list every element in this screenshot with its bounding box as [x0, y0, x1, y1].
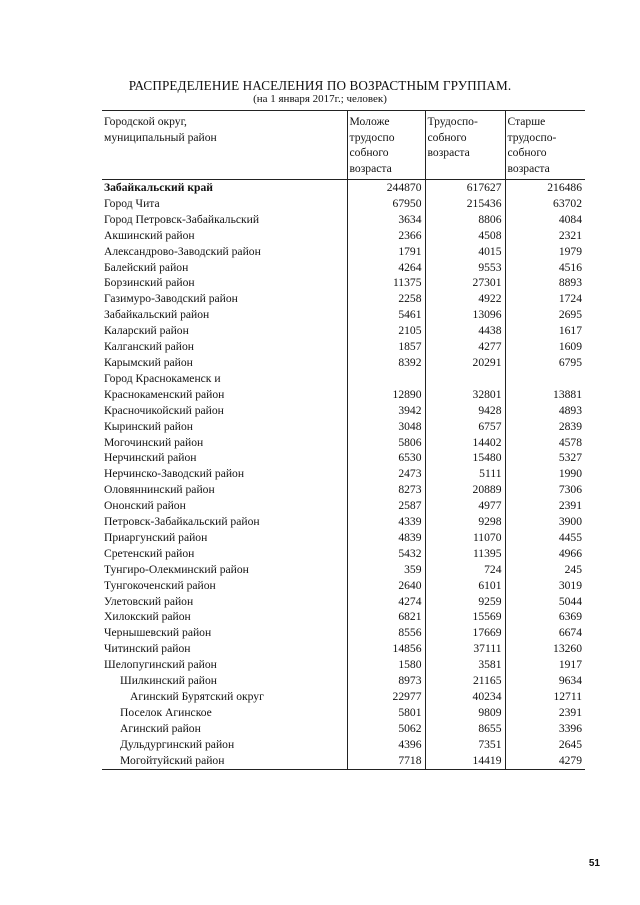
district-name-cell: Агинский Бурятский округ — [130, 690, 264, 703]
working-population-cell — [425, 371, 505, 387]
column-header-line: Моложе — [349, 115, 390, 128]
working-population-cell: 20291 — [425, 355, 505, 371]
young-population-cell: 4264 — [347, 260, 425, 276]
table-row — [102, 196, 585, 212]
table-row — [102, 371, 585, 387]
working-population-cell: 215436 — [425, 196, 505, 212]
table-row — [102, 594, 585, 610]
young-population-cell: 2366 — [347, 228, 425, 244]
table-row — [102, 323, 585, 339]
young-population-cell: 1857 — [347, 339, 425, 355]
table-row — [102, 260, 585, 276]
district-name-cell: Тунгиро-Олекминский район — [104, 562, 249, 576]
working-population-cell: 8806 — [425, 212, 505, 228]
old-population-cell: 3900 — [505, 514, 585, 530]
old-population-cell: 9634 — [505, 673, 585, 689]
district-name-cell: Оловяннинский район — [104, 483, 215, 497]
young-population-cell: 2105 — [347, 323, 425, 339]
working-population-cell: 15569 — [425, 609, 505, 625]
column-header-district — [102, 111, 347, 180]
old-population-cell: 1917 — [505, 657, 585, 673]
table-row — [102, 737, 585, 753]
district-name-cell: Каларский район — [104, 324, 189, 338]
young-population-cell: 5432 — [347, 546, 425, 562]
district-name-cell: Дульдургинский район — [120, 737, 235, 751]
working-population-cell: 4508 — [425, 228, 505, 244]
young-population-cell: 6530 — [347, 450, 425, 466]
old-population-cell: 2391 — [505, 498, 585, 514]
district-name-cell: Газимуро-Заводский район — [104, 292, 238, 306]
young-population-cell: 1791 — [347, 244, 425, 260]
table-row — [102, 562, 585, 578]
working-population-cell: 9428 — [425, 403, 505, 419]
old-population-cell: 1724 — [505, 291, 585, 307]
table-row — [102, 450, 585, 466]
column-header-line: муниципальный район — [104, 130, 217, 144]
working-population-cell: 13096 — [425, 307, 505, 323]
working-population-cell: 9553 — [425, 260, 505, 276]
young-population-cell: 2258 — [347, 291, 425, 307]
table-row — [102, 419, 585, 435]
table-row — [102, 387, 585, 403]
old-population-cell: 4893 — [505, 403, 585, 419]
district-name-cell: Шилкинский район — [120, 674, 217, 688]
table-row — [102, 753, 585, 769]
working-population-cell: 6757 — [425, 419, 505, 435]
district-name-cell: Балейский район — [104, 260, 189, 274]
working-population-cell: 4922 — [425, 291, 505, 307]
old-population-cell: 4966 — [505, 546, 585, 562]
working-population-cell: 14402 — [425, 435, 505, 451]
table-row — [102, 435, 585, 451]
document-subtitle: (на 1 января 2017г.; человек) — [253, 93, 387, 105]
old-population-cell: 5044 — [505, 594, 585, 610]
young-population-cell: 359 — [347, 562, 425, 578]
young-population-cell: 8273 — [347, 482, 425, 498]
table-row — [102, 578, 585, 594]
table-body — [102, 180, 585, 770]
district-name-cell: Нерчинский район — [104, 451, 197, 465]
old-population-cell: 245 — [505, 562, 585, 578]
district-name-cell: Петровск-Забайкальский район — [104, 515, 260, 529]
column-header-line: Трудоспо- — [427, 115, 478, 128]
old-population-cell: 13260 — [505, 641, 585, 657]
young-population-cell: 11375 — [347, 275, 425, 291]
working-population-cell: 32801 — [425, 387, 505, 403]
old-population-cell: 4578 — [505, 435, 585, 451]
table-row — [102, 641, 585, 657]
young-population-cell: 2473 — [347, 466, 425, 482]
old-population-cell: 12711 — [505, 689, 585, 705]
table-row — [102, 657, 585, 673]
column-header-line: трудоспо- — [507, 130, 557, 144]
district-name-cell: Калганский район — [104, 340, 194, 354]
young-population-cell: 4339 — [347, 514, 425, 530]
district-name-cell: Могочинский район — [104, 435, 204, 449]
old-population-cell: 4455 — [505, 530, 585, 546]
table-row — [102, 228, 585, 244]
young-population-cell: 3048 — [347, 419, 425, 435]
table-row — [102, 244, 585, 260]
working-population-cell: 9259 — [425, 594, 505, 610]
old-population-cell: 1979 — [505, 244, 585, 260]
old-population-cell: 216486 — [505, 180, 585, 196]
old-population-cell: 3019 — [505, 578, 585, 594]
working-population-cell: 11070 — [425, 530, 505, 546]
column-header-line: Старше — [507, 115, 546, 128]
table-row — [102, 514, 585, 530]
young-population-cell: 2587 — [347, 498, 425, 514]
table-row — [102, 291, 585, 307]
table-row — [102, 530, 585, 546]
table-row — [102, 339, 585, 355]
old-population-cell: 4516 — [505, 260, 585, 276]
young-population-cell: 5062 — [347, 721, 425, 737]
table-row — [102, 625, 585, 641]
district-name-cell: Хилокский район — [104, 610, 191, 624]
young-population-cell: 22977 — [347, 689, 425, 705]
district-name-cell: Нерчинско-Заводский район — [104, 467, 245, 481]
young-population-cell: 5801 — [347, 705, 425, 721]
district-name-cell: Город Петровск-Забайкальский — [104, 212, 260, 226]
column-header-line: возраста — [507, 161, 550, 175]
old-population-cell: 7306 — [505, 482, 585, 498]
district-name-cell: Поселок Агинское — [120, 705, 212, 719]
young-population-cell: 7718 — [347, 753, 425, 769]
table-row — [102, 355, 585, 371]
young-population-cell — [347, 371, 425, 387]
working-population-cell: 27301 — [425, 275, 505, 291]
young-population-cell: 244870 — [347, 180, 425, 196]
district-name-cell: Улетовский район — [104, 594, 194, 608]
young-population-cell: 4274 — [347, 594, 425, 610]
young-population-cell: 8392 — [347, 355, 425, 371]
district-name-cell: Агинский район — [120, 721, 201, 735]
working-population-cell: 9298 — [425, 514, 505, 530]
working-population-cell: 11395 — [425, 546, 505, 562]
district-name-cell: Краснокаменский район — [104, 387, 225, 401]
working-population-cell: 21165 — [425, 673, 505, 689]
working-population-cell: 6101 — [425, 578, 505, 594]
district-name-cell: Акшинский район — [104, 228, 195, 242]
table-row — [102, 673, 585, 689]
old-population-cell — [505, 371, 585, 387]
document-title: РАСПРЕДЕЛЕНИЕ НАСЕЛЕНИЯ ПО ВОЗРАСТНЫМ ГРУППАМ. — [128, 78, 512, 93]
old-population-cell: 5327 — [505, 450, 585, 466]
young-population-cell: 6821 — [347, 609, 425, 625]
table-row — [102, 307, 585, 323]
table-row — [102, 482, 585, 498]
old-population-cell: 6674 — [505, 625, 585, 641]
old-population-cell: 1609 — [505, 339, 585, 355]
district-name-cell: Город Краснокаменск и — [104, 371, 221, 385]
district-name-cell: Красночикойский район — [104, 403, 224, 417]
district-name-cell: Забайкальский район — [104, 308, 210, 322]
young-population-cell: 3634 — [347, 212, 425, 228]
old-population-cell: 6795 — [505, 355, 585, 371]
working-population-cell: 4277 — [425, 339, 505, 355]
table-row — [102, 403, 585, 419]
column-header-line: собного — [507, 146, 547, 159]
column-header-line: Городской округ, — [104, 115, 187, 128]
working-population-cell: 5111 — [425, 466, 505, 482]
column-header-working — [425, 111, 505, 180]
district-name-cell: Сретенский район — [104, 546, 195, 560]
old-population-cell: 2839 — [505, 419, 585, 435]
old-population-cell: 4279 — [505, 753, 585, 769]
district-name-cell: Чернышевский район — [104, 626, 212, 640]
column-header-line: трудоспо — [349, 130, 395, 144]
working-population-cell: 7351 — [425, 737, 505, 753]
working-population-cell: 40234 — [425, 689, 505, 705]
working-population-cell: 17669 — [425, 625, 505, 641]
old-population-cell: 2695 — [505, 307, 585, 323]
working-population-cell: 724 — [425, 562, 505, 578]
table-row — [102, 721, 585, 737]
table-row — [102, 275, 585, 291]
old-population-cell: 13881 — [505, 387, 585, 403]
district-name-cell: Город Чита — [104, 196, 160, 210]
old-population-cell: 63702 — [505, 196, 585, 212]
working-population-cell: 8655 — [425, 721, 505, 737]
working-population-cell: 37111 — [425, 641, 505, 657]
district-name-cell: Шелопугинский район — [104, 658, 217, 672]
district-name-cell: Ононский район — [104, 499, 186, 513]
district-name-cell: Кыринский район — [104, 419, 193, 433]
table-row — [102, 689, 585, 705]
young-population-cell: 1580 — [347, 657, 425, 673]
old-population-cell: 4084 — [505, 212, 585, 228]
table-row — [102, 466, 585, 482]
young-population-cell: 4839 — [347, 530, 425, 546]
working-population-cell: 4015 — [425, 244, 505, 260]
working-population-cell: 4977 — [425, 498, 505, 514]
district-name-cell: Борзинский район — [104, 276, 195, 290]
working-population-cell: 617627 — [425, 180, 505, 196]
young-population-cell: 12890 — [347, 387, 425, 403]
young-population-cell: 8556 — [347, 625, 425, 641]
working-population-cell: 15480 — [425, 450, 505, 466]
district-name-cell: Могойтуйский район — [102, 753, 347, 769]
young-population-cell: 5806 — [347, 435, 425, 451]
old-population-cell: 6369 — [505, 609, 585, 625]
working-population-cell: 4438 — [425, 323, 505, 339]
old-population-cell: 2321 — [505, 228, 585, 244]
column-header-line: возраста — [349, 161, 392, 175]
column-header-line: собного — [349, 146, 389, 159]
table-row — [102, 609, 585, 625]
old-population-cell: 1617 — [505, 323, 585, 339]
old-population-cell: 2645 — [505, 737, 585, 753]
column-header-line: возраста — [427, 146, 470, 159]
table-row — [102, 498, 585, 514]
table-row — [102, 212, 585, 228]
old-population-cell: 3396 — [505, 721, 585, 737]
young-population-cell: 2640 — [347, 578, 425, 594]
working-population-cell: 20889 — [425, 482, 505, 498]
district-name-cell: Тунгокоченский район — [104, 578, 216, 592]
table-row — [102, 180, 585, 196]
district-name-cell: Приаргунский район — [104, 530, 208, 544]
table-row — [102, 546, 585, 562]
young-population-cell: 4396 — [347, 737, 425, 753]
district-name-cell: Читинский район — [104, 642, 191, 656]
working-population-cell: 3581 — [425, 657, 505, 673]
young-population-cell: 5461 — [347, 307, 425, 323]
old-population-cell: 8893 — [505, 275, 585, 291]
young-population-cell: 8973 — [347, 673, 425, 689]
working-population-cell: 9809 — [425, 705, 505, 721]
district-name-cell: Забайкальский край — [104, 181, 213, 194]
old-population-cell: 1990 — [505, 466, 585, 482]
column-header-young — [347, 111, 425, 180]
old-population-cell: 2391 — [505, 705, 585, 721]
district-name-cell: Карымский район — [104, 355, 193, 369]
working-population-cell: 14419 — [425, 753, 505, 769]
table-header-row — [102, 111, 585, 180]
page-number: 51 — [588, 858, 600, 869]
population-table — [102, 110, 585, 770]
young-population-cell: 3942 — [347, 403, 425, 419]
column-header-line: собного — [427, 130, 467, 144]
table-row — [102, 705, 585, 721]
young-population-cell: 14856 — [347, 641, 425, 657]
district-name-cell: Александрово-Заводский район — [104, 244, 261, 258]
column-header-old — [505, 111, 585, 180]
young-population-cell: 67950 — [347, 196, 425, 212]
